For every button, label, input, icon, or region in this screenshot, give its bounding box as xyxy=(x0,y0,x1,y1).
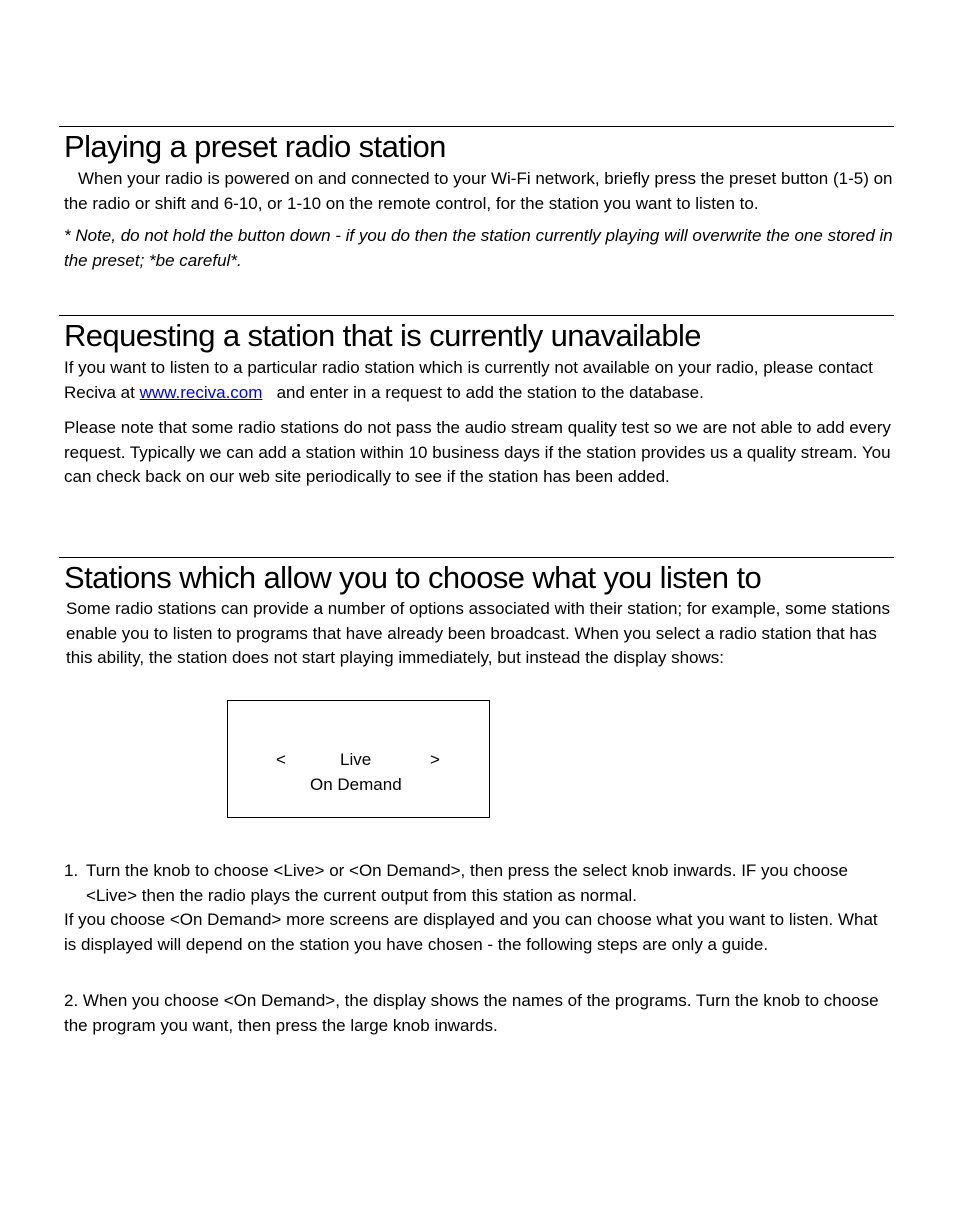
on-demand-intro: Some radio stations can provide a number of options associated with their station; for example, some stations enable you to listen to programs that have already been broadcast. When you select a radio station that has this ability, the station does not start playing immediately, but instead the display shows: xyxy=(66,599,890,667)
right-arrow-icon: > xyxy=(430,750,440,769)
display-option-on-demand: On Demand xyxy=(310,775,402,794)
on-demand-explanation: If you choose <On Demand> more screens are displayed and you can choose what you want to listen. What is displayed will depend on the station you have chosen - the following steps are only a guide. xyxy=(64,910,878,954)
request-text-after: and enter in a request to add the station to the database. xyxy=(276,382,704,402)
step-1-text: Turn the knob to choose <Live> or <On Demand>, then press the select knob inwards. IF you choose <Live> then the radio plays the current output from this station as normal. xyxy=(86,861,848,905)
step-1-number: 1. xyxy=(64,861,79,880)
preset-note: * Note, do not hold the button down - if you do then the station currently playing will overwrite the one stored in the preset; *be careful*. xyxy=(64,226,893,270)
step-2: 2. When you choose <On Demand>, the display shows the names of the programs. Turn the knob to choose the program you want, then press the large knob inwards. xyxy=(64,991,879,1035)
request-text-before: If you want to listen to a particular radio station which is currently not available on your radio, please contact Reciva at xyxy=(64,358,873,402)
left-arrow-icon: < xyxy=(276,750,286,769)
section-divider-1 xyxy=(59,126,894,127)
request-instructions xyxy=(64,356,894,405)
section-divider-2 xyxy=(59,315,894,316)
reciva-link[interactable]: www.reciva.com xyxy=(139,382,263,402)
radio-display-box xyxy=(227,700,490,818)
heading-requesting-station: Requesting a station that is currently unavailable xyxy=(64,318,701,353)
preset-instructions: When your radio is powered on and connected to your Wi-Fi network, briefly press the preset button (1-5) on the radio or shift and 6-10, or 1-10 on the remote control, for the station you want to listen to. xyxy=(64,169,893,213)
step-1 xyxy=(64,859,894,909)
section-divider-3 xyxy=(59,557,894,558)
heading-playing-preset: Playing a preset radio station xyxy=(64,129,446,164)
display-option-live: Live xyxy=(340,750,372,769)
heading-choose-listen: Stations which allow you to choose what you listen to xyxy=(64,560,762,595)
quality-note: Please note that some radio stations do not pass the audio stream quality test so we are not able to add every request. Typically we can add a station within 10 business days if the station provides us a quality stream. You can check back on our web site periodically to see if the station has been added. xyxy=(64,418,891,486)
